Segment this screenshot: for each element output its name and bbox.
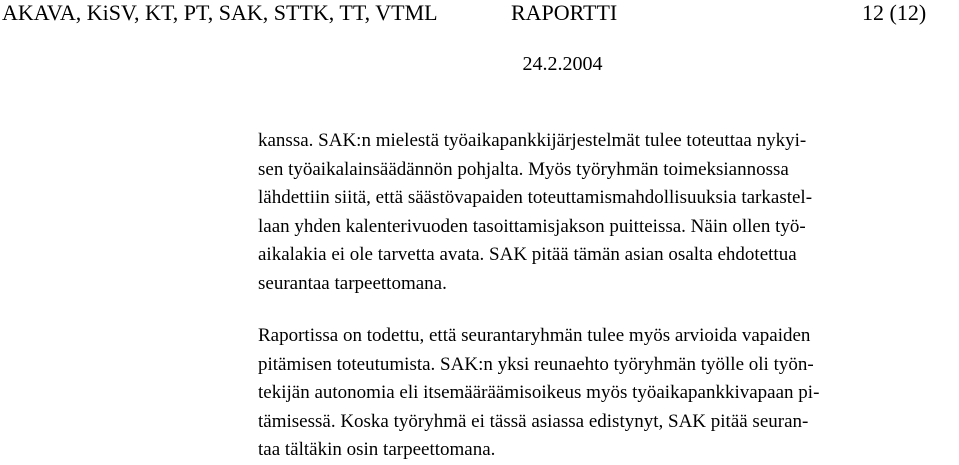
text-line: aikalakia ei ole tarvetta avata. SAK pitää tämän asian osalta ehdotettua xyxy=(258,244,797,265)
page-header xyxy=(0,0,959,40)
text-line: kanssa. SAK:n mielestä työaikapankkijärjestelmät tulee toteuttaa nykyi- xyxy=(258,130,807,151)
text-line: sen työaikalainsäädännön pohjalta. Myös työryhmän toimeksiannossa xyxy=(258,158,789,180)
text-line: tämisessä. Koska työryhmä ei tässä asiassa edistynyt, SAK pitää seuran- xyxy=(258,410,809,432)
text-line: lähdettiin siitä, että säästövapaiden toteuttamismahdollisuuksia tarkastel- xyxy=(258,187,813,208)
text-line: seurantaa tarpeettomana. xyxy=(258,272,447,294)
text-line: laan yhden kalenterivuoden tasoittamisjakson puitteissa. Näin ollen työ- xyxy=(258,215,806,237)
text-line: taa tältäkin osin tarpeettomana. xyxy=(258,439,496,460)
text-line: Raportissa on todettu, että seurantaryhmän tulee myös arvioida vapaiden xyxy=(258,325,811,346)
text-line: pitämisen toteutumista. SAK:n yksi reunaehto työryhmän työlle oli työn- xyxy=(258,353,814,375)
header-organizations: AKAVA, KiSV, KT, PT, SAK, STTK, TT, VTML xyxy=(2,0,438,25)
header-date: 24.2.2004 xyxy=(522,53,603,75)
paragraph-2 xyxy=(258,322,958,465)
paragraph-1 xyxy=(258,127,958,298)
header-report-label: RAPORTTI xyxy=(511,0,618,25)
text-line: tekijän autonomia eli itsemääräämisoikeus myös työaikapankkivapaan pi- xyxy=(258,382,820,403)
header-page-number: 12 (12) xyxy=(862,0,927,25)
